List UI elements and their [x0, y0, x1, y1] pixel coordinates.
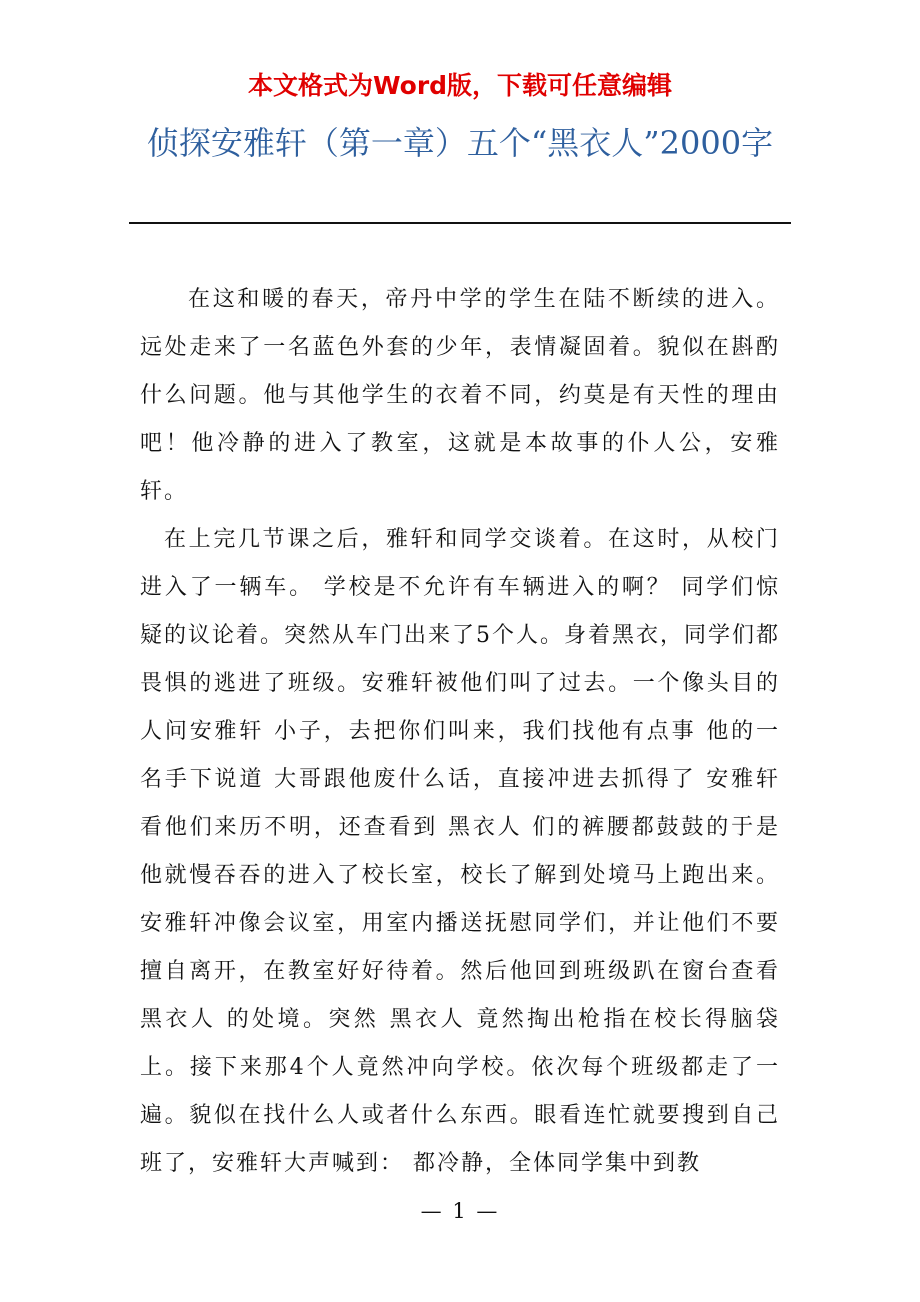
paragraph: 在这和暖的春天，帝丹中学的学生在陆不断续的进入。远处走来了一名蓝色外套的少年，表情凝固着。貌似在斟酌什么问题。他与其他学生的衣着不同，约莫是有天性的理由吧！他冷静的进入了教室，这就是本故事的仆人公，安雅轩。 [140, 287, 780, 504]
document-title: 侦探安雅轩（第一章）五个“黑衣人”2000字 [146, 124, 774, 162]
paragraph: 在上完几节课之后，雅轩和同学交谈着。在这时，从校门进入了一辆车。 学校是不允许有车辆进入的啊？ 同学们惊疑的议论着。突然从车门出来了5个人。身着黑衣，同学们都畏惧的逃进了班级。安雅轩被他们叫了过去。一个像头目的人问安雅轩 小子，去把你们叫来，我们找他有点事 他的一名手下说道 大哥跟他废什么话，直接冲进去抓得了 安雅轩看他们来历不明，还查看到 黑衣人 们的裤腰都鼓鼓的于是他就慢吞吞的进入了校长室，校长了解到处境马上跑出来。安雅轩冲像会议室，用室内播送抚慰同学们，并让他们不要擅自离开，在教室好好待着。然后他回到班级趴在窗台查看 黑衣人 的处境。突然 黑衣人 竟然掏出枪指在校长得脑袋上。接下来那4个人竟然冲向学校。依次每个班级都走了一遍。貌似在找什么人或者什么东西。眼看连忙就要搜到自己班了，安雅轩大声喊到： 都冷静，全体同学集中到教 [140, 527, 780, 1176]
document-body [140, 276, 780, 1188]
title-divider [129, 222, 791, 224]
format-notice: 本文格式为Word版，下载可任意编辑 [247, 71, 673, 100]
page-number: — 1 — [420, 1199, 500, 1223]
